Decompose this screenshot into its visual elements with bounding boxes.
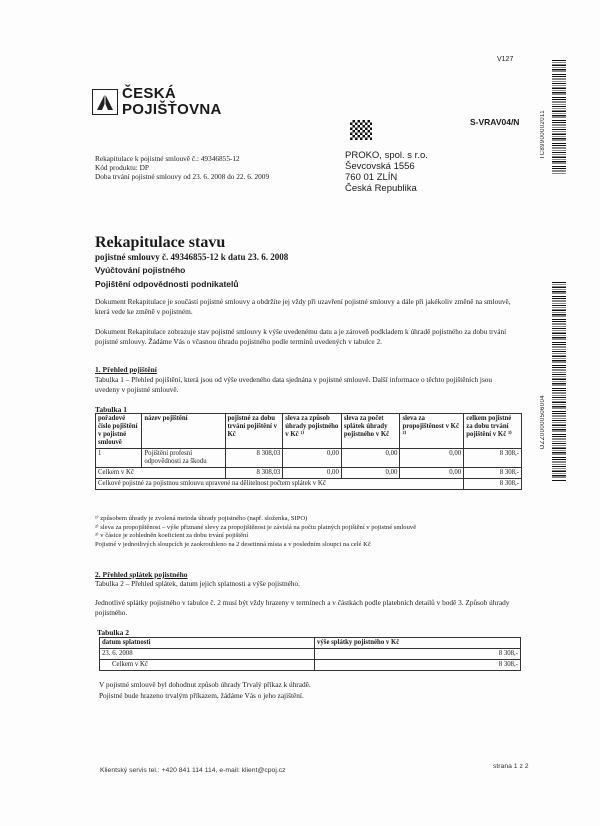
billing-subtitle: Vyúčtování pojistného — [95, 265, 186, 275]
logo-icon — [92, 89, 118, 115]
policy-number-line: Rekapitulace k pojistné smlouvě č.: 49346855-12 — [95, 154, 240, 163]
page-title: Rekapitulace stavu — [95, 234, 226, 251]
payment-method-text: V pojistné smlouvě byl dohodnut způsob úhrady Trvalý příkaz k úhradě. — [99, 680, 311, 689]
cell-number: 1 — [96, 449, 142, 468]
address-line2: Ševcovská 1556 — [345, 161, 415, 172]
barcode-bottom-text: OZZ00000506004 — [540, 395, 546, 450]
section1-heading: 1. Přehled pojištění — [95, 365, 157, 374]
cell-bundle-discount: 0,00 — [400, 449, 464, 468]
recipient-address — [345, 150, 428, 194]
col-header-name: název pojištění — [142, 414, 225, 449]
table-header-row — [100, 638, 521, 649]
total-payment-discount: 0,00 — [283, 468, 342, 479]
address-line3: 760 01 ZLÍN — [345, 172, 398, 183]
cell-premium: 8 308,03 — [225, 449, 283, 468]
qr-code-icon — [350, 120, 372, 140]
product-code-line: Kód produktu: DP — [95, 163, 149, 172]
note-1: ¹⁾ způsobem úhrady je zvolená metoda úhrady pojistného (např. složenka, SIPO) — [95, 515, 308, 522]
total-installment-discount: 0,00 — [341, 468, 400, 479]
footer-contact: Klientský servis tel.: +420 841 114 114, e-mail: klient@cpoj.cz — [100, 767, 286, 774]
note-3: ³⁾ v částce je zohledněn koeficient za dobu trvání pojištění — [95, 532, 249, 539]
cell-due-date: 23. 6. 2008 — [100, 649, 315, 660]
section2-text: Tabulka 2 – Přehled splátek, datum jejich splatnosti a výše pojistného. — [95, 579, 300, 588]
table2-caption: Tabulka 2 — [97, 628, 130, 637]
cell-installment-discount: 0,00 — [341, 449, 400, 468]
table1-caption: Tabulka 1 — [95, 405, 128, 414]
insurance-type-subtitle: Pojištění odpovědnosti podnikatelů — [95, 279, 239, 289]
table-row — [100, 649, 521, 660]
section2-text2: Jednotlivé splátky pojistného v tabulce č. 2 musí být vždy hrazeny v termínech a v částkách podle platebních detailů v bodě 3. Způsob úhrady pojistného. — [95, 598, 510, 617]
col-header-total: celkem pojistné za dobu trvání pojištění v Kč ³⁾ — [464, 414, 522, 449]
total-premium: 8 308,03 — [225, 468, 283, 479]
address-line1: PROKO, spol. s r.o. — [345, 150, 428, 161]
adjusted-value: 8 308,- — [464, 479, 522, 490]
policy-duration-line: Doba trvání pojistné smlouvy od 23. 6. 2008 do 22. 6. 2009 — [95, 172, 270, 181]
installments-table — [99, 637, 521, 671]
intro-paragraph-1: Dokument Rekapitulace je součástí pojistné smlouvy a obdržíte jej vždy při uzavření pojistné smlouvy a dále při jakékoliv změně na smlouvě, která vede ke změně v pojistném. — [95, 297, 511, 316]
col-header-premium: pojistné za dobu trvání pojištění v Kč — [225, 414, 283, 449]
adjusted-label: Celkové pojistné za pojistnou smlouvu upravené na dělitelnost počtem splátek v Kč — [96, 479, 464, 490]
cell-amount: 8 308,- — [315, 649, 521, 660]
logo-line1: ČESKÁ — [122, 85, 177, 102]
table-total-row — [100, 660, 521, 671]
version-label: V127 — [497, 56, 514, 63]
note-2: ²⁾ sleva za propojištěnost – výše přiznané slevy za propojištěnost je závislá na počtu platných pojištění v pojistné smlouvě — [95, 523, 417, 531]
policy-subtitle: pojistné smlouvy č. 49346855-12 k datu 23. 6. 2008 — [95, 252, 289, 262]
section2-heading: 2. Přehled splátek pojistného — [95, 570, 188, 579]
cell-payment-discount: 0,00 — [283, 449, 342, 468]
barcode-top-icon — [552, 60, 566, 175]
logo-text — [122, 86, 222, 118]
cell-total: 8 308,- — [464, 449, 522, 468]
section1-text: Tabulka 1 – Přehled pojištění, která jsou od výše uvedeného data sjednána v pojistné smlouvě. Další informace o těchto pojištěních jsou uvedeny v pojistné smlouvě. — [95, 375, 493, 394]
barcode-top-text: TC89900002011 — [540, 110, 546, 160]
coverage-table — [95, 413, 522, 490]
table-total-row — [96, 468, 522, 479]
col-header-installment-discount: sleva za počet splátek úhrady pojistného v Kč — [341, 414, 400, 449]
document-code: S-VRAV04/N — [470, 117, 520, 127]
col-header-due-date: datum splatnosti — [100, 638, 315, 649]
total-sum: 8 308,- — [464, 468, 522, 479]
policy-info — [95, 154, 269, 181]
logo-line2: POJIŠŤOVNA — [122, 101, 222, 118]
total-bundle-discount: 0,00 — [400, 468, 464, 479]
col-header-payment-discount: sleva za způsob úhrady pojistného v Kč ¹⁾ — [283, 414, 342, 449]
note-4: Pojistné v jednotlivých sloupcích je zaokrouhleno na 2 desetinná místa a v posledním sloupci na celé Kč — [95, 540, 371, 548]
table1-notes — [95, 515, 535, 549]
total-label: Celkem v Kč — [96, 468, 226, 479]
total-label: Celkem v Kč — [100, 660, 315, 671]
col-header-number: pořadové číslo pojištění v pojistné smlouvě — [96, 414, 142, 449]
payment-request-text: Pojistné bude hrazeno trvalým příkazem, žádáme Vás o jeho zajištění. — [99, 691, 304, 700]
intro-paragraph-2: Dokument Rekapitulace zobrazuje stav pojistné smlouvy k výše uvedenému datu a je zároveň podkladem k úhradě pojistného za dobu trvání pojistné smlouvy. Žádáme Vás o včasnou úhradu pojistného podle termínů uvedených v tabulce 2. — [95, 327, 507, 346]
total-amount: 8 308,- — [315, 660, 521, 671]
table-header-row — [96, 414, 522, 449]
col-header-bundle-discount: sleva za propojištěnost v Kč ²⁾ — [400, 414, 464, 449]
page-number: strana 1 z 2 — [493, 763, 529, 770]
barcode-bottom-icon — [552, 282, 566, 482]
col-header-amount: výše splátky pojistného v Kč — [315, 638, 521, 649]
table-adjusted-row — [96, 479, 522, 490]
table-row — [96, 449, 522, 468]
cell-name: Pojištění profesní odpovědnosti za škodu — [142, 449, 225, 468]
address-line4: Česká Republika — [345, 183, 417, 194]
